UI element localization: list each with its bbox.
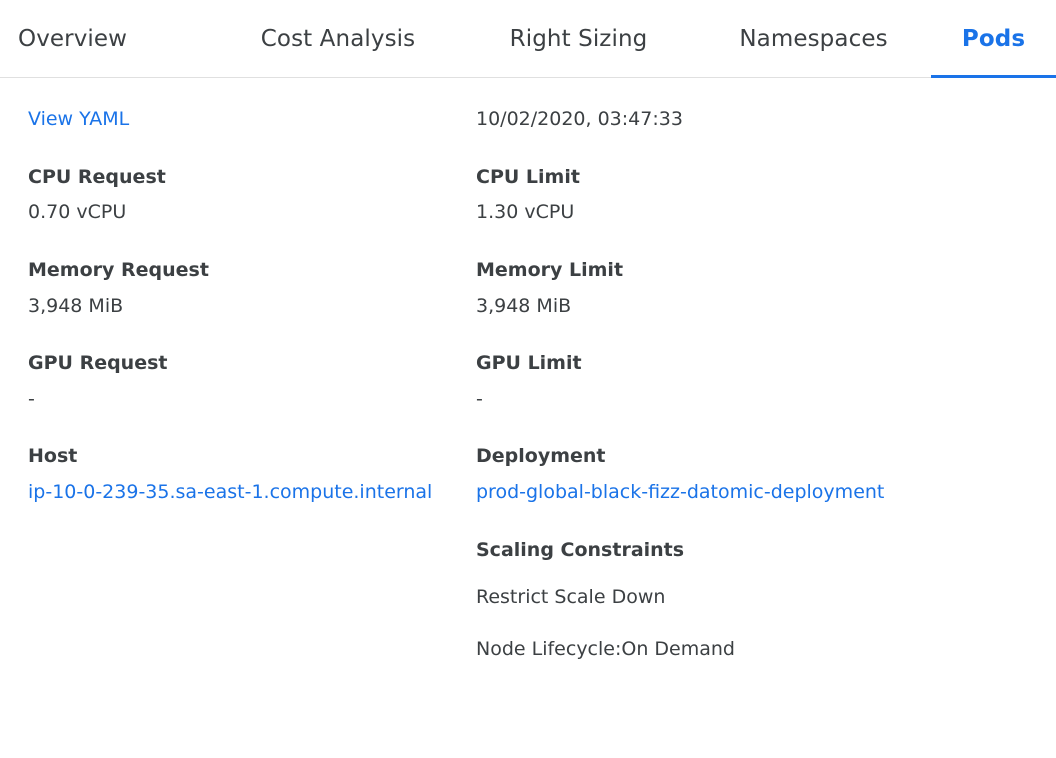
details-column-right [440, 78, 1030, 664]
view-yaml-link[interactable]: View YAML [28, 108, 130, 130]
tab-right-sizing[interactable] [461, 0, 696, 77]
tab-namespaces[interactable] [696, 0, 931, 77]
scaling-constraints-label: Scaling Constraints [476, 538, 685, 561]
host-value-link[interactable]: ip-10-0-239-35.sa-east-1.compute.internal [28, 481, 433, 504]
field-gpu-limit [476, 352, 1030, 413]
tab-namespaces-label: Namespaces [739, 25, 888, 52]
gpu-request-label: GPU Request [28, 352, 168, 375]
field-deployment [476, 445, 1030, 506]
tab-cost-analysis-label: Cost Analysis [260, 25, 416, 52]
gpu-limit-label: GPU Limit [476, 352, 582, 375]
field-memory-limit [476, 259, 1030, 320]
tab-pods[interactable] [931, 0, 1056, 77]
gpu-limit-value: - [476, 387, 483, 410]
cpu-limit-value: 1.30 vCPU [476, 201, 575, 224]
memory-request-label: Memory Request [28, 258, 209, 281]
field-cpu-limit [476, 166, 1030, 227]
tab-overview-label: Overview [18, 25, 128, 52]
scaling-constraint-item: Node Lifecycle:On Demand [476, 638, 735, 661]
pod-timestamp: 10/02/2020, 03:47:33 [476, 108, 683, 130]
memory-limit-value: 3,948 MiB [476, 294, 572, 317]
cpu-request-label: CPU Request [28, 165, 166, 188]
field-gpu-request [28, 352, 440, 413]
scaling-constraint-item: Restrict Scale Down [476, 586, 666, 609]
field-cpu-request [28, 166, 440, 227]
cpu-limit-label: CPU Limit [476, 165, 580, 188]
deployment-label: Deployment [476, 445, 606, 468]
deployment-value-link[interactable]: prod-global-black-fizz-datomic-deployment [476, 481, 885, 504]
tab-cost-analysis[interactable] [215, 0, 461, 77]
field-host [28, 445, 440, 506]
cpu-request-value: 0.70 vCPU [28, 201, 127, 224]
tab-bar [0, 0, 1056, 78]
gpu-request-value: - [28, 387, 35, 410]
tab-pods-label: Pods [961, 25, 1026, 52]
field-memory-request [28, 259, 440, 320]
details-column-left [0, 78, 440, 664]
field-scaling-constraints [476, 539, 1030, 664]
tab-overview[interactable] [0, 0, 215, 77]
memory-request-value: 3,948 MiB [28, 294, 124, 317]
tab-right-sizing-label: Right Sizing [509, 25, 648, 52]
memory-limit-label: Memory Limit [476, 258, 624, 281]
host-label: Host [28, 445, 78, 468]
pod-details-panel [0, 78, 1056, 664]
